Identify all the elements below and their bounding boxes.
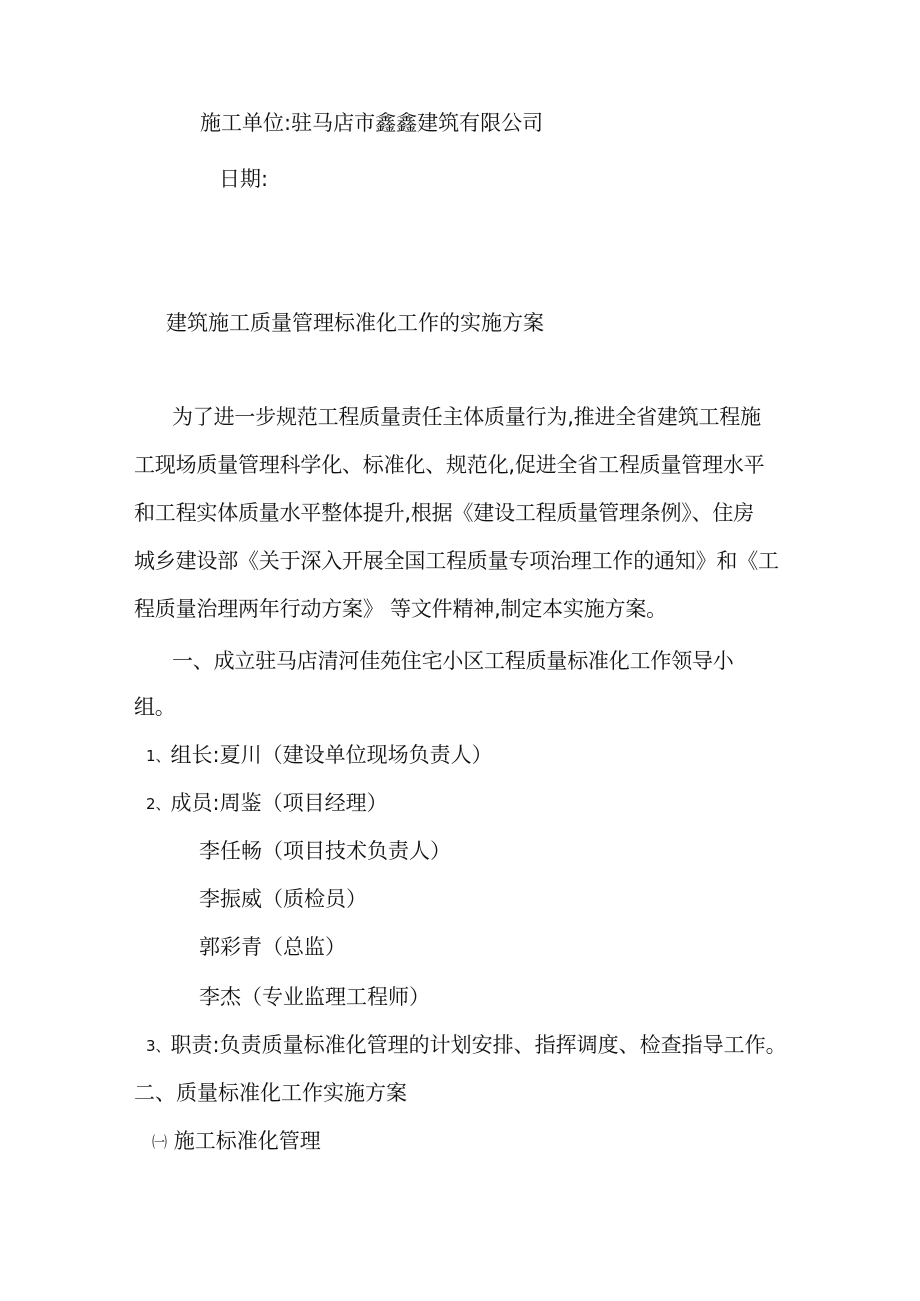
subsection-number: ㈠ <box>152 1133 168 1151</box>
item-number: 1、 <box>146 747 171 765</box>
member-entry: 李任畅（项目技术负责人） <box>199 839 451 863</box>
member-entry: 李杰（专业监理工程师） <box>199 985 430 1009</box>
construction-unit-line: 施工单位:驻马店市鑫鑫建筑有限公司 <box>200 111 544 135</box>
document-title: 建筑施工质量管理标准化工作的实施方案 <box>166 311 544 335</box>
member-entry: 李振威（质检员） <box>199 887 367 911</box>
duties-item <box>146 1031 787 1060</box>
date-line: 日期: <box>219 167 269 191</box>
members-item <box>146 789 388 818</box>
intro-line: 工现场质量管理科学化、标准化、规范化,促进全省工程质量管理水平 <box>134 453 765 477</box>
subsection1-heading <box>152 1127 321 1156</box>
section2-heading: 二、质量标准化工作实施方案 <box>134 1081 407 1105</box>
leader-text: 组长:夏川（建设单位现场负责人） <box>170 743 493 767</box>
intro-line: 为了进一步规范工程质量责任主体质量行为,推进全省建筑工程施 <box>172 405 761 429</box>
intro-line: 城乡建设部《关于深入开展全国工程质量专项治理工作的通知》和《工 <box>134 549 779 573</box>
item-number: 2、 <box>146 795 171 813</box>
leader-item <box>146 741 493 770</box>
section1-heading: 一、成立驻马店清河佳苑住宅小区工程质量标准化工作领导小 <box>172 649 734 673</box>
member-entry: 郭彩青（总监） <box>199 935 346 959</box>
intro-line: 和工程实体质量水平整体提升,根据《建设工程质量管理条例》、住房 <box>134 501 754 525</box>
members-text: 成员:周鉴（项目经理） <box>170 791 388 815</box>
item-number: 3、 <box>146 1037 171 1055</box>
intro-line: 程质量治理两年行动方案》 等文件精神,制定本实施方案。 <box>134 597 667 621</box>
duties-text: 职责:负责质量标准化管理的计划安排、指挥调度、检查指导工作。 <box>170 1033 787 1057</box>
subsection-text: 施工标准化管理 <box>173 1129 321 1153</box>
section1-heading-cont: 组。 <box>134 695 176 719</box>
